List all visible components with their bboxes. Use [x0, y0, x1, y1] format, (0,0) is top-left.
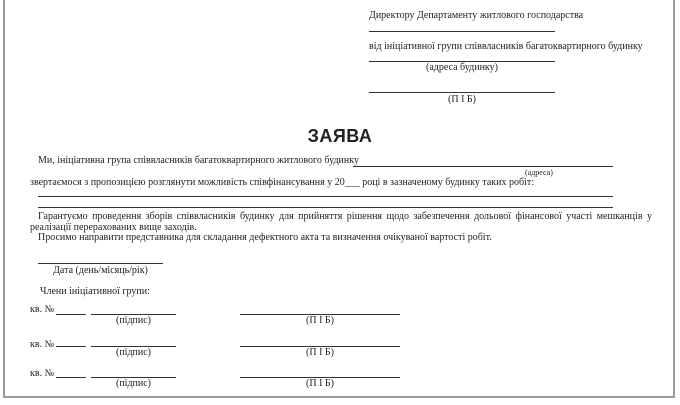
signature-caption: (підпис) [115, 347, 152, 358]
member-name-caption: (П І Б) [306, 347, 334, 358]
member-name-caption: (П І Б) [306, 378, 334, 389]
apartment-label: кв. № [30, 368, 55, 379]
works-line-2[interactable] [38, 207, 613, 208]
member-name-caption: (П І Б) [306, 315, 334, 326]
from-text: від ініціативної групи співвласників багатоквартирного будинку [369, 41, 643, 52]
apartment-number-line[interactable] [56, 314, 86, 315]
page-border [3, 0, 675, 398]
apartment-number-line[interactable] [56, 346, 86, 347]
signature-caption: (підпис) [115, 315, 152, 326]
signature-caption: (підпис) [115, 378, 152, 389]
applicant-name-line[interactable] [369, 92, 555, 93]
apartment-label: кв. № [30, 304, 55, 315]
apartment-number-line[interactable] [56, 377, 86, 378]
address-line[interactable] [353, 166, 613, 167]
recipient-text: Директору Департаменту житлового господарства [369, 10, 584, 21]
recipient-name-line[interactable] [369, 31, 555, 32]
works-line-1[interactable] [38, 196, 613, 197]
address-caption-small: (адреса) [525, 168, 553, 177]
request-representative-text: Просимо направити представника для складання дефектного акта та визначення очікуваної вартості робіт. [38, 232, 492, 243]
address-caption: (адреса будинку) [426, 62, 498, 73]
request-text: звертаємося з пропозицією розглянути можливість співфінансування у 20___ році в зазначеному будинку таких робіт: [30, 177, 534, 188]
guarantee-paragraph: Гарантуємо проведення зборів співвласників будинку для прийняття рішення щодо забезпечення дольової фінансової участі мешканців у реалізації перерахованих вище заходів. [30, 211, 652, 233]
date-line[interactable] [38, 263, 163, 264]
date-caption: Дата (день/місяць/рік) [53, 265, 148, 276]
members-label: Члени ініціативної групи: [40, 286, 150, 297]
apartment-label: кв. № [30, 339, 55, 350]
name-caption: (П І Б) [448, 94, 476, 105]
document-title: ЗАЯВА [307, 126, 373, 146]
intro-text: Ми, ініціативна група співвласників багатоквартирного житлового будинку [38, 155, 359, 166]
